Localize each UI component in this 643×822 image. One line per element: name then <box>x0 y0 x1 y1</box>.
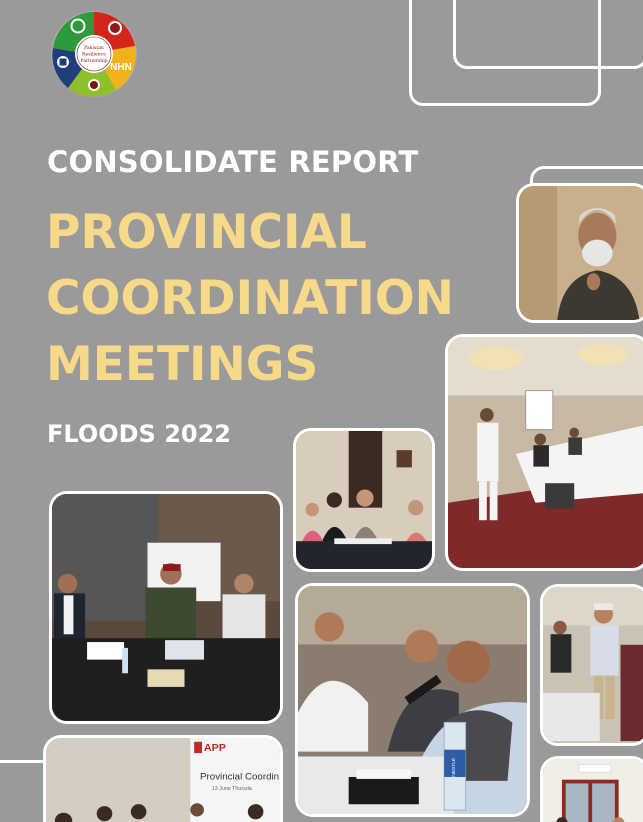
photo-speaker-mic <box>295 583 530 817</box>
title-line-2: COORDINATION <box>46 271 454 326</box>
logo-seal-line-1: Pakistan <box>84 46 104 51</box>
banner-sub-text: 13 June Thursda <box>211 786 252 792</box>
logo-seal-line-3: Partnership <box>80 59 108 64</box>
title-line-1: PROVINCIAL <box>46 205 367 260</box>
banner-logo-text: APP <box>203 742 226 755</box>
photo-meeting-hall <box>445 334 643 571</box>
photo-speaker <box>516 183 643 323</box>
decorative-frame-top-small <box>453 0 643 69</box>
photo-doors-room <box>540 756 643 822</box>
photo-man-speaking <box>540 584 643 746</box>
title-line-3: MEETINGS <box>46 337 319 392</box>
logo-nhn-text: NHN <box>110 62 132 73</box>
photo-officials-table <box>49 491 283 724</box>
water-bottle-label: NESTLÉ <box>451 757 457 777</box>
photo-women-attendees <box>293 428 435 572</box>
banner-title-text: Provincial Coordin <box>200 771 280 783</box>
report-title <box>46 200 454 398</box>
logo-seal-line-2: Resilience <box>82 52 106 58</box>
report-tag: FLOODS 2022 <box>47 420 231 448</box>
report-subtitle: CONSOLIDATE REPORT <box>47 145 419 179</box>
partnership-logo <box>50 10 138 98</box>
photo-banner-room <box>43 735 283 822</box>
